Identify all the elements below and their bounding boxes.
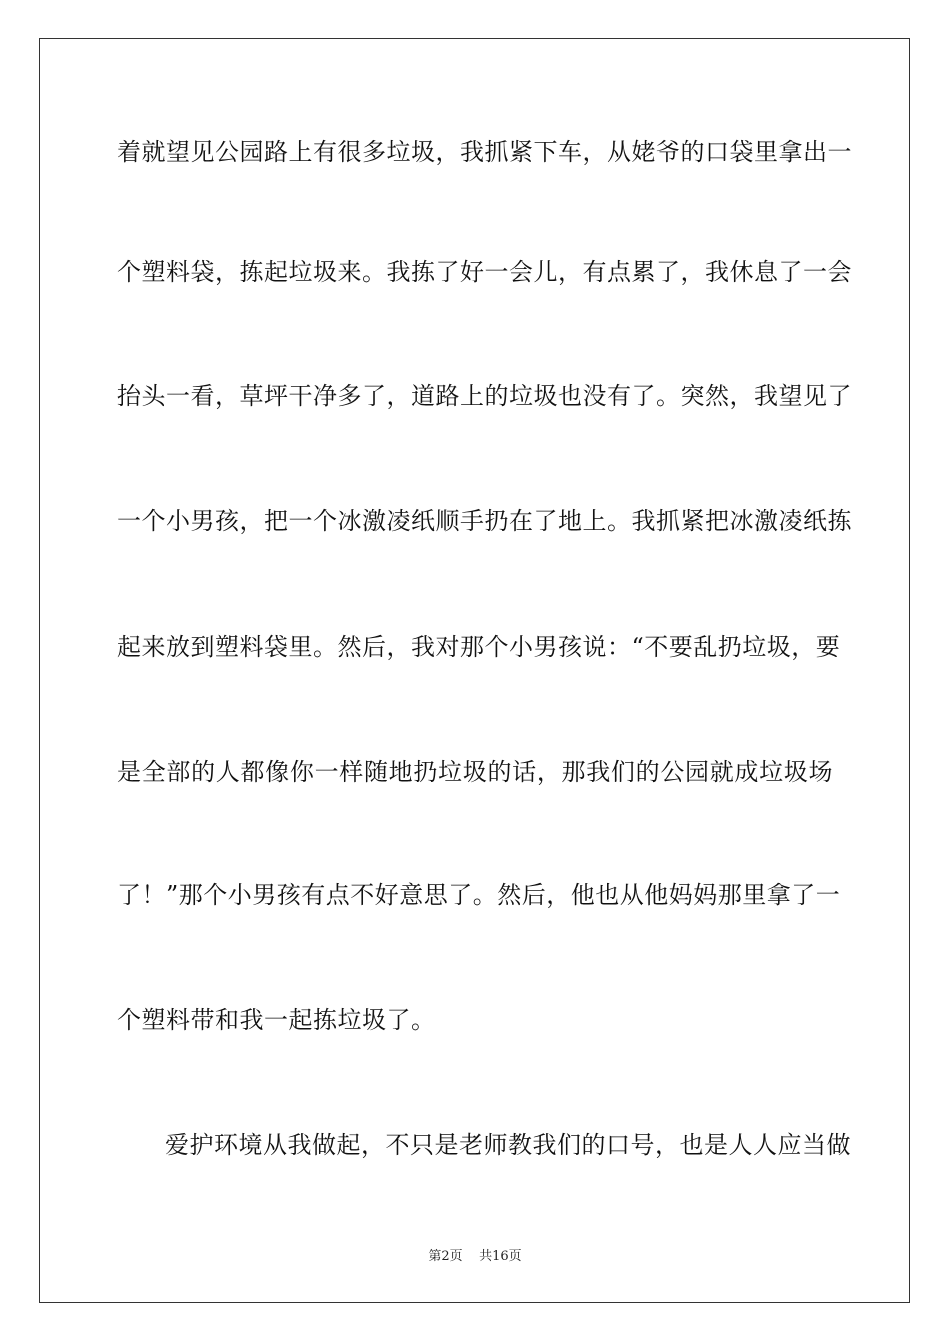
body-line-2: 个塑料袋，拣起垃圾来。我拣了好一会儿，有点累了，我休息了一会 [117,258,852,286]
body-line-8: 个塑料带和我一起拣垃圾了。 [117,1006,436,1034]
body-line-9: 爱护环境从我做起，不只是老师教我们的口号，也是人人应当做 [165,1131,851,1159]
body-line-1: 着就望见公园路上有很多垃圾，我抓紧下车，从姥爷的口袋里拿出一 [117,138,852,166]
page-number-footer: 第2页 共16页 [428,1249,522,1264]
body-line-6: 是全部的人都像你一样随地扔垃圾的话，那我们的公园就成垃圾场 [117,758,833,786]
page-border [39,38,910,1303]
body-line-3: 抬头一看，草坪干净多了，道路上的垃圾也没有了。突然，我望见了 [117,382,852,410]
body-line-5: 起来放到塑料袋里。然后，我对那个小男孩说：“不要乱扔垃圾，要 [117,633,841,661]
body-line-4: 一个小男孩，把一个冰激凌纸顺手扔在了地上。我抓紧把冰激凌纸拣 [117,507,852,535]
body-line-7: 了！”那个小男孩有点不好意思了。然后，他也从他妈妈那里拿了一 [117,881,841,909]
